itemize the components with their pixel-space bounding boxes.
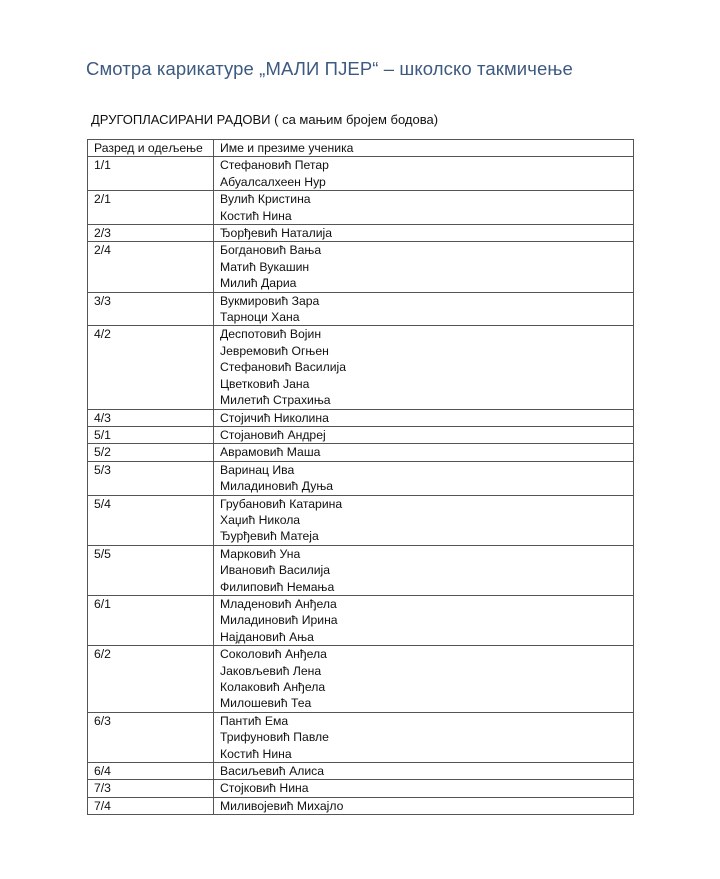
student-name: Марковић Уна: [220, 546, 301, 561]
table-row: [88, 595, 634, 645]
table-row: [88, 461, 634, 495]
student-name: Цветковић Јана: [220, 376, 310, 391]
student-name: Ивановић Василија: [220, 563, 331, 578]
column-header-class: Разред и одељење: [88, 140, 214, 157]
student-name: Ђорђевић Наталија: [220, 226, 333, 241]
table-row: [88, 763, 634, 780]
student-name: Колаковић Анђела: [220, 680, 326, 694]
student-name: Јаковљевић Лена: [220, 663, 322, 678]
class-cell: 6/3: [88, 712, 214, 762]
table-body: [88, 157, 634, 815]
column-header-student: Име и презиме ученика: [214, 140, 634, 157]
student-names-cell: [214, 242, 634, 292]
table-row: [88, 292, 634, 326]
student-name: Стојковић Нина: [220, 781, 309, 796]
student-name: Трифуновић Павле: [220, 730, 329, 745]
table-header-row: [88, 140, 634, 157]
student-name: Најдановић Ања: [220, 629, 314, 644]
class-cell: 2/3: [88, 225, 214, 242]
class-cell: 5/4: [88, 495, 214, 545]
student-name: Пантић Ема: [220, 713, 289, 728]
student-names-cell: [214, 797, 634, 814]
student-names-cell: [214, 444, 634, 461]
student-names-cell: [214, 191, 634, 225]
student-name: Васиљевић Алиса: [220, 764, 324, 779]
student-names-cell: [214, 646, 634, 713]
student-names-cell: [214, 461, 634, 495]
student-name: Вукмировић Зара: [220, 293, 320, 308]
student-names-cell: [214, 292, 634, 326]
table-row: [88, 780, 634, 797]
class-cell: 6/1: [88, 595, 214, 645]
table-row: [88, 191, 634, 225]
student-name: Ђурђевић Матеја: [220, 529, 319, 544]
student-name: Соколовић Анђела: [220, 647, 327, 662]
student-name: Јевремовић Огњен: [220, 343, 329, 358]
student-name: Милетић Страхиња: [220, 393, 331, 408]
class-cell: 4/3: [88, 409, 214, 426]
class-cell: 7/3: [88, 780, 214, 797]
student-names-cell: [214, 780, 634, 797]
table-row: [88, 426, 634, 443]
class-cell: 5/2: [88, 444, 214, 461]
student-name: Вулић Кристина: [220, 192, 311, 207]
results-table: [87, 139, 634, 815]
student-name: Филиповић Немања: [220, 579, 335, 594]
student-name: Костић Нина: [220, 746, 292, 761]
student-name: Миладиновић Дуња: [220, 479, 334, 494]
table-row: [88, 797, 634, 814]
class-cell: 2/1: [88, 191, 214, 225]
page-title: Смотра карикатуре „МАЛИ ПЈЕР“ – школско такмичење: [86, 58, 573, 79]
table-row: [88, 495, 634, 545]
student-name: Миладиновић Ирина: [220, 613, 338, 628]
student-name: Стефановић Василија: [220, 360, 346, 375]
student-names-cell: [214, 712, 634, 762]
table-row: [88, 157, 634, 191]
class-cell: 4/2: [88, 326, 214, 409]
student-name: Богдановић Вања: [220, 243, 322, 258]
student-name: Стефановић Петар: [220, 158, 329, 173]
student-names-cell: [214, 157, 634, 191]
class-cell: 5/1: [88, 426, 214, 443]
student-name: Аврамовић Маша: [220, 445, 321, 460]
student-name: Милошевић Теа: [220, 696, 312, 711]
student-names-cell: [214, 409, 634, 426]
student-name: Милић Дариа: [220, 276, 297, 291]
table-row: [88, 242, 634, 292]
student-names-cell: [214, 495, 634, 545]
table-row: [88, 225, 634, 242]
table-row: [88, 646, 634, 713]
student-name: Стојичић Николина: [220, 410, 329, 425]
student-name: Хаџић Никола: [220, 512, 301, 527]
student-name: Миливојевић Михајло: [220, 798, 344, 813]
table-row: [88, 712, 634, 762]
table-row: [88, 326, 634, 409]
class-cell: 1/1: [88, 157, 214, 191]
class-cell: 5/5: [88, 545, 214, 595]
student-names-cell: [214, 426, 634, 443]
student-name: Абуалсалхеен Нур: [220, 174, 326, 189]
student-name: Грубановић Катарина: [220, 496, 343, 511]
student-names-cell: [214, 545, 634, 595]
student-name: Деспотовић Војин: [220, 327, 322, 342]
class-cell: 3/3: [88, 292, 214, 326]
student-names-cell: [214, 595, 634, 645]
class-cell: 5/3: [88, 461, 214, 495]
class-cell: 7/4: [88, 797, 214, 814]
student-names-cell: [214, 225, 634, 242]
class-cell: 2/4: [88, 242, 214, 292]
student-name: Младеновић Анђела: [220, 596, 337, 611]
table-row: [88, 545, 634, 595]
student-name: Стојановић Андреј: [220, 427, 326, 442]
class-cell: 6/4: [88, 763, 214, 780]
student-names-cell: [214, 326, 634, 409]
student-name: Матић Вукашин: [220, 259, 310, 274]
class-cell: 6/2: [88, 646, 214, 713]
table-row: [88, 409, 634, 426]
student-name: Костић Нина: [220, 208, 292, 223]
table-row: [88, 444, 634, 461]
table-caption: ДРУГОПЛАСИРАНИ РАДОВИ ( са мањим бројем бодова): [91, 112, 439, 127]
student-names-cell: [214, 763, 634, 780]
student-name: Варинац Ива: [220, 462, 295, 477]
student-name: Тарноци Хана: [220, 310, 300, 325]
